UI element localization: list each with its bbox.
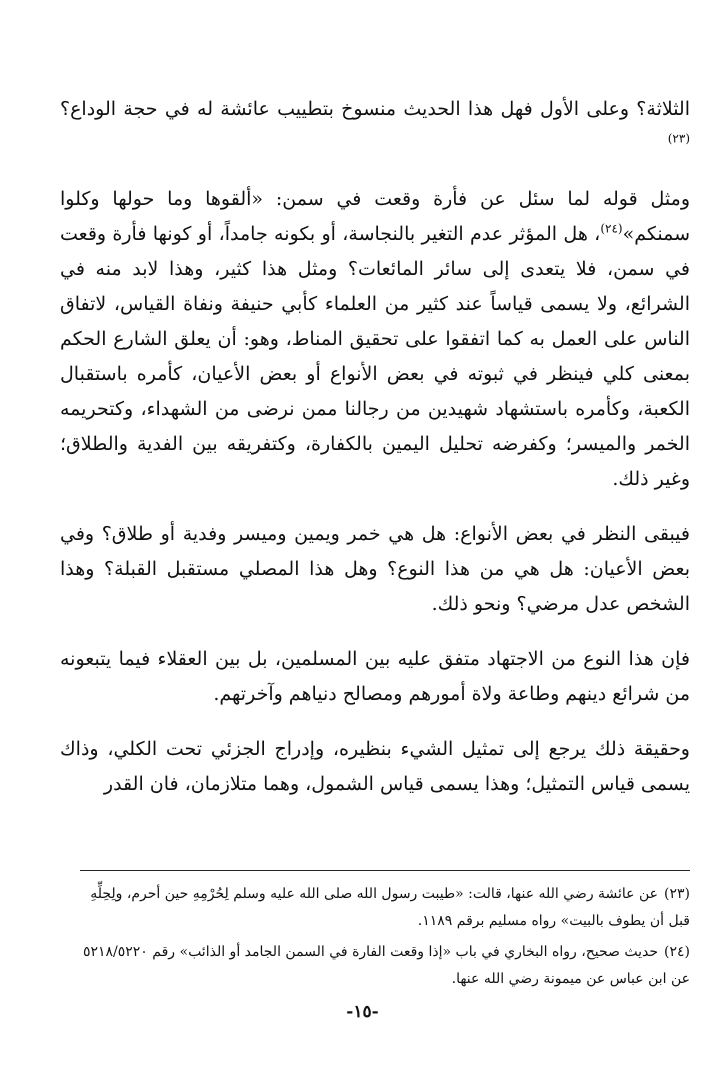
paragraph-2 — [60, 182, 690, 497]
page-number: -١٥- — [346, 1002, 379, 1022]
paragraph-5: وحقيقة ذلك يرجع إلى تمثيل الشيء بنظيره، وإدراج الجزئي تحت الكلي، وذاك يسمى قياس التمثيل؛ وهذا يسمى قياس الشمول، وهما متلازمان، فان القدر — [60, 738, 690, 795]
footnote-number: (٢٣) — [664, 886, 690, 902]
footnote-ref-24[interactable]: (٢٤) — [600, 221, 623, 236]
footnote-text: عن عائشة رضي الله عنها، قالت: «طيبت رسول الله صلى الله عليه وسلم لِحُرْمِهِ حين أحرم، ولِحِلِّهِ قبل أن يطوف بالبيت» رواه مسليم برقم ١١٨٩. — [90, 886, 690, 929]
paragraph-2-text-a: ومثل قوله لما سئل عن فأرة وقعت في سمن: «ألقوها وما حولها وكلوا سمنكم» — [60, 188, 690, 245]
footnotes-section — [80, 870, 690, 997]
paragraph-4: فإن هذا النوع من الاجتهاد متفق عليه بين المسلمين، بل بين العقلاء فيما يتبعونه من شرائع دينهم وطاعة ولاة أمورهم ومصالح دنياهم وآخرتهم. — [60, 648, 690, 705]
footnote-24 — [80, 939, 690, 993]
paragraph-2-text-b: ، هل المؤثر عدم التغير بالنجاسة، أو بكونه جامداً، أو كونها فأرة وقعت في سمن، فلا يتعدى إلى سائر المائعات؟ ومثل هذا كثير، وهذا لابد منه في الشرائع، ولا يسمى قياساً عند كثير من العلماء كأبي حنيفة ونفاة القياس، لاتفاق الناس على العمل به كما اتفقوا على تحقيق المناط، وهو: أن يعلق الشارع الحكم بمعنى كلي فينظر في ثبوته في بعض الأنواع أو بعض الأعيان، كأمره باستقبال الكعبة، وكأمره باستشهاد شهيدين من رجالنا ممن نرضى من الشهداء، وكتحريمه الخمر والميسر؛ وكفرضه تحليل اليمين بالكفارة، وكتفريقه بين الفدية والطلاق؛ وغير ذلك. — [60, 223, 690, 490]
paragraph-1-text: الثلاثة؟ وعلى الأول فهل هذا الحديث منسوخ بتطييب عائشة له في حجة الوداع؟ — [60, 98, 690, 120]
footnote-ref-23[interactable]: (٢٣) — [667, 131, 690, 146]
paragraph-1 — [60, 92, 690, 162]
paragraph-3: فيبقى النظر في بعض الأنواع: هل هي خمر ويمين وميسر وفدية أو طلاق؟ وفي بعض الأعيان: هل هي من هذا النوع؟ وهل هذا المصلي مستقبل القبلة؟ وهذا الشخص عدل مرضي؟ ونحو ذلك. — [60, 523, 690, 615]
footnote-text: حديث صحيح، رواه البخاري في باب «إذا وقعت الفارة في السمن الجامد أو الذائب» رقم ٥٢١٨/٥٢٢٠ عن ابن عباس عن ميمونة رضي الله عنها. — [82, 944, 690, 987]
footnote-number: (٢٤) — [664, 944, 690, 960]
footnote-23 — [80, 881, 690, 935]
page-body — [60, 92, 690, 802]
